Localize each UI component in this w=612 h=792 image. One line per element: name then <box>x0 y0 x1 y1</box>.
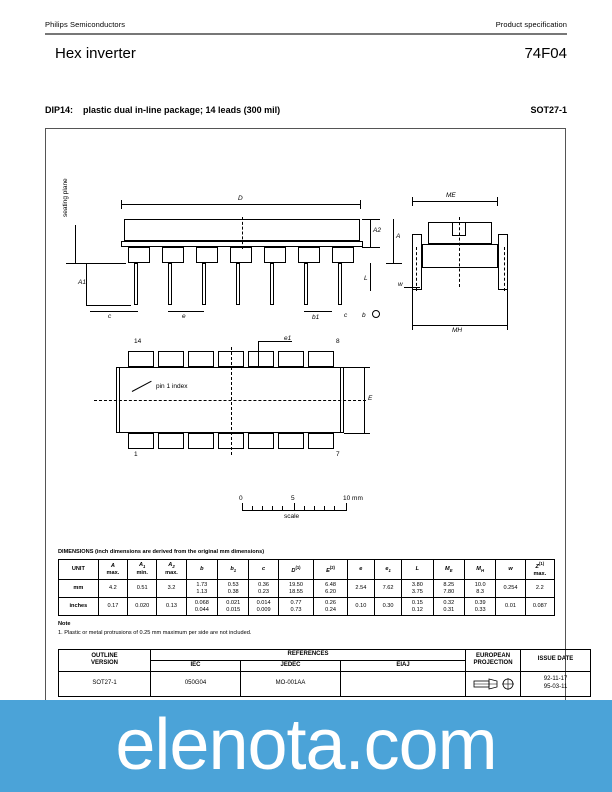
cell-mm-Z: 2.2 <box>525 580 554 598</box>
dim-label-b: b <box>362 312 366 319</box>
cell-mm-e1: 7.62 <box>374 580 401 598</box>
part-number: 74F04 <box>524 45 567 62</box>
table-row <box>59 671 591 696</box>
dim-label-A: A <box>396 233 401 240</box>
col-e: e <box>347 560 374 580</box>
cell-mm-c: 0.36 0.23 <box>249 580 278 598</box>
projection-circle-icon <box>502 678 514 690</box>
scale-tick-5: 5 <box>291 495 295 502</box>
cell-mm-b1: 0.53 0.38 <box>218 580 249 598</box>
page-header <box>45 20 567 29</box>
col-A: A max. <box>98 560 127 580</box>
cell-eiaj <box>341 671 466 696</box>
cell-mm-b: 1.73 1.13 <box>186 580 217 598</box>
cell-mm-A1: 0.51 <box>128 580 157 598</box>
pin-number-7: 7 <box>336 451 340 458</box>
cell-unit-mm: mm <box>59 580 99 598</box>
dim-label-E: E <box>368 395 373 402</box>
dim-label-MH: MH <box>452 327 463 334</box>
cell-jedec: MO-001AA <box>241 671 341 696</box>
note-block <box>58 621 251 636</box>
col-A1: $A_1$ min. <box>128 560 157 580</box>
col-A2: $A_2$ max. <box>157 560 186 580</box>
package-code: DIP14: <box>45 105 74 115</box>
col-unit: UNIT <box>59 560 99 580</box>
scale-tick-10: 10 mm <box>343 495 363 502</box>
cell-in-ME: 0.32 0.31 <box>433 598 464 616</box>
col-MH: $M_H$ <box>464 560 495 580</box>
dim-label-e1: e1 <box>284 335 292 342</box>
european-projection-symbol <box>468 678 518 690</box>
pin-number-14: 14 <box>134 338 142 345</box>
company-name: Philips Semiconductors <box>45 20 126 29</box>
col-european-projection: EUROPEAN PROJECTION <box>466 650 521 672</box>
cell-mm-A2: 3.2 <box>157 580 186 598</box>
cell-mm-MH: 10.0 8.3 <box>464 580 495 598</box>
cell-mm-e: 2.54 <box>347 580 374 598</box>
col-jedec: JEDEC <box>241 660 341 671</box>
cell-unit-inches: inches <box>59 598 99 616</box>
table-row <box>59 580 555 598</box>
cell-in-A1: 0.020 <box>128 598 157 616</box>
scale-caption: scale <box>284 513 300 520</box>
dim-label-A2: A2 <box>373 227 381 234</box>
package-drawing-frame <box>45 128 574 712</box>
cell-in-e: 0.10 <box>347 598 374 616</box>
pin1-index-label: pin 1 index <box>156 383 188 390</box>
col-iec: IEC <box>151 660 241 671</box>
cell-in-c: 0.014 0.009 <box>249 598 278 616</box>
col-ME: $M_E$ <box>433 560 464 580</box>
col-Z: $Z^{(1)}$ max. <box>525 560 554 580</box>
cell-mm-E: 6.48 6.20 <box>314 580 347 598</box>
col-e1: $e_1$ <box>374 560 401 580</box>
dim-label-ME: ME <box>446 192 456 199</box>
projection-cone-icon <box>473 678 499 690</box>
col-outline-version: OUTLINE VERSION <box>59 650 151 672</box>
col-D: $D^{(1)}$ <box>278 560 314 580</box>
cell-mm-w: 0.254 <box>496 580 525 598</box>
package-description: plastic dual in-line package; 14 leads (300 mil) <box>83 105 281 115</box>
page-title: Hex inverter <box>55 45 136 62</box>
dimensions-table <box>58 559 555 616</box>
dim-label-c2: c <box>344 312 348 319</box>
scale-tick-0: 0 <box>239 495 243 502</box>
pin-number-8: 8 <box>336 338 340 345</box>
document-type: Product specification <box>495 20 567 29</box>
col-c: c <box>249 560 278 580</box>
cell-in-e1: 0.30 <box>374 598 401 616</box>
watermark-text: elenota.com <box>115 705 497 785</box>
seating-plane-label: seating plane <box>62 178 69 217</box>
page-title-row <box>55 45 567 62</box>
cell-in-A: 0.17 <box>98 598 127 616</box>
note-heading: Note <box>58 621 71 627</box>
cell-in-Z: 0.087 <box>525 598 554 616</box>
cell-mm-D: 19.50 18.55 <box>278 580 314 598</box>
cell-iec: 050G04 <box>151 671 241 696</box>
table-row <box>59 598 555 616</box>
dim-label-D: D <box>238 195 243 202</box>
col-issue-date: ISSUE DATE <box>521 650 591 672</box>
dim-label-A1-left: A1 <box>78 279 86 286</box>
cell-issue-date: 92-11-17 95-03-11 <box>521 671 591 696</box>
dim-label-c: c <box>108 313 112 320</box>
cell-mm-L: 3.80 3.75 <box>402 580 433 598</box>
pin-number-1: 1 <box>134 451 138 458</box>
cell-in-MH: 0.39 0.33 <box>464 598 495 616</box>
cell-in-A2: 0.13 <box>157 598 186 616</box>
cell-mm-A: 4.2 <box>98 580 127 598</box>
section-header <box>45 105 567 115</box>
dim-label-e: e <box>182 313 186 320</box>
cell-european-projection <box>466 671 521 696</box>
reference-header-top <box>59 650 591 661</box>
cell-outline-version: SOT27-1 <box>59 671 151 696</box>
outline-code: SOT27-1 <box>530 105 567 115</box>
dimensions-caption: DIMENSIONS (inch dimensions are derived from the original mm dimensions) <box>58 549 265 555</box>
header-divider <box>45 33 567 35</box>
col-b1: $b_1$ <box>218 560 249 580</box>
col-references: REFERENCES <box>151 650 466 661</box>
cell-mm-ME: 8.25 7.80 <box>433 580 464 598</box>
cell-in-D: 0.77 0.73 <box>278 598 314 616</box>
note-item-1: 1. Plastic or metal protrusions of 0.25 mm maximum per side are not included. <box>58 630 252 636</box>
dim-label-w: w <box>398 281 403 288</box>
dim-label-L: L <box>364 275 368 282</box>
dimensions-header-row <box>59 560 555 580</box>
cell-in-E: 0.26 0.24 <box>314 598 347 616</box>
col-w: w <box>496 560 525 580</box>
col-eiaj: EIAJ <box>341 660 466 671</box>
col-L: L <box>402 560 433 580</box>
cell-in-b1: 0.021 0.015 <box>218 598 249 616</box>
cell-in-L: 0.15 0.12 <box>402 598 433 616</box>
col-E: $E^{(2)}$ <box>314 560 347 580</box>
cell-in-w: 0.01 <box>496 598 525 616</box>
col-b: b <box>186 560 217 580</box>
dim-label-b1: b1 <box>312 314 320 321</box>
cell-in-b: 0.068 0.044 <box>186 598 217 616</box>
reference-table <box>58 649 591 697</box>
